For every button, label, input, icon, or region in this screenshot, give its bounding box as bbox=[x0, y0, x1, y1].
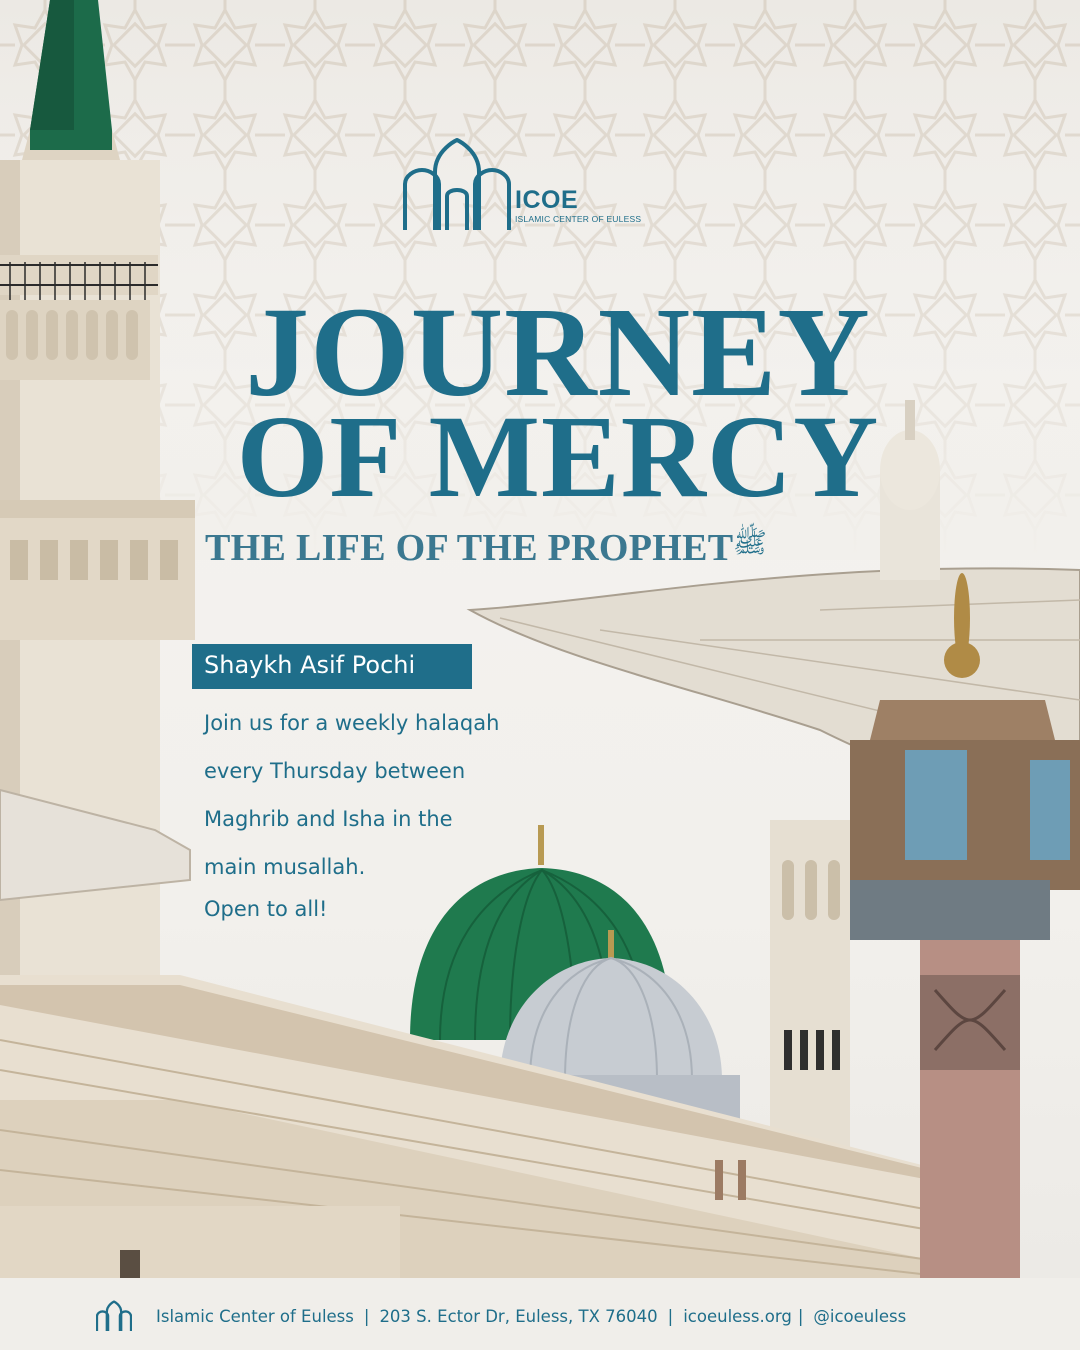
open-to-all-text: Open to all! bbox=[204, 897, 328, 921]
footer-social-handle[interactable]: @icoeuless bbox=[813, 1307, 907, 1326]
salawat-calligraphy bbox=[733, 524, 781, 564]
logo-name: ICOE bbox=[515, 186, 579, 214]
footer-separator: | bbox=[363, 1307, 370, 1326]
subtitle: THE LIFE OF THE PROPHET bbox=[205, 527, 734, 569]
title-line-2: OF MERCY bbox=[236, 391, 880, 522]
description-line-1: Join us for a weekly halaqah bbox=[204, 711, 500, 735]
speaker-name: Shaykh Asif Pochi bbox=[204, 651, 416, 679]
description-line-2: every Thursday between bbox=[204, 759, 466, 783]
salawat-glyph: ﷺ bbox=[733, 526, 767, 559]
footer-separator: | bbox=[797, 1307, 804, 1326]
footer-org-name: Islamic Center of Euless bbox=[156, 1307, 354, 1326]
speaker-badge bbox=[192, 644, 472, 689]
title-line-1: JOURNEY bbox=[245, 281, 871, 423]
footer bbox=[0, 1278, 1080, 1350]
description-line-4: main musallah. bbox=[204, 855, 366, 879]
footer-website-link[interactable]: icoeuless.org bbox=[683, 1307, 792, 1326]
icoe-logo[interactable] bbox=[402, 136, 652, 232]
mosque-arches-icon bbox=[402, 136, 512, 232]
logo-subtitle: ISLAMIC CENTER OF EULESS bbox=[515, 214, 642, 224]
footer-contact bbox=[156, 1307, 906, 1326]
event-description bbox=[204, 706, 624, 898]
mosque-icon bbox=[96, 1300, 132, 1332]
description-line-3: Maghrib and Isha in the bbox=[204, 807, 453, 831]
footer-separator: | bbox=[667, 1307, 674, 1326]
footer-address: 203 S. Ector Dr, Euless, TX 76040 bbox=[379, 1307, 658, 1326]
